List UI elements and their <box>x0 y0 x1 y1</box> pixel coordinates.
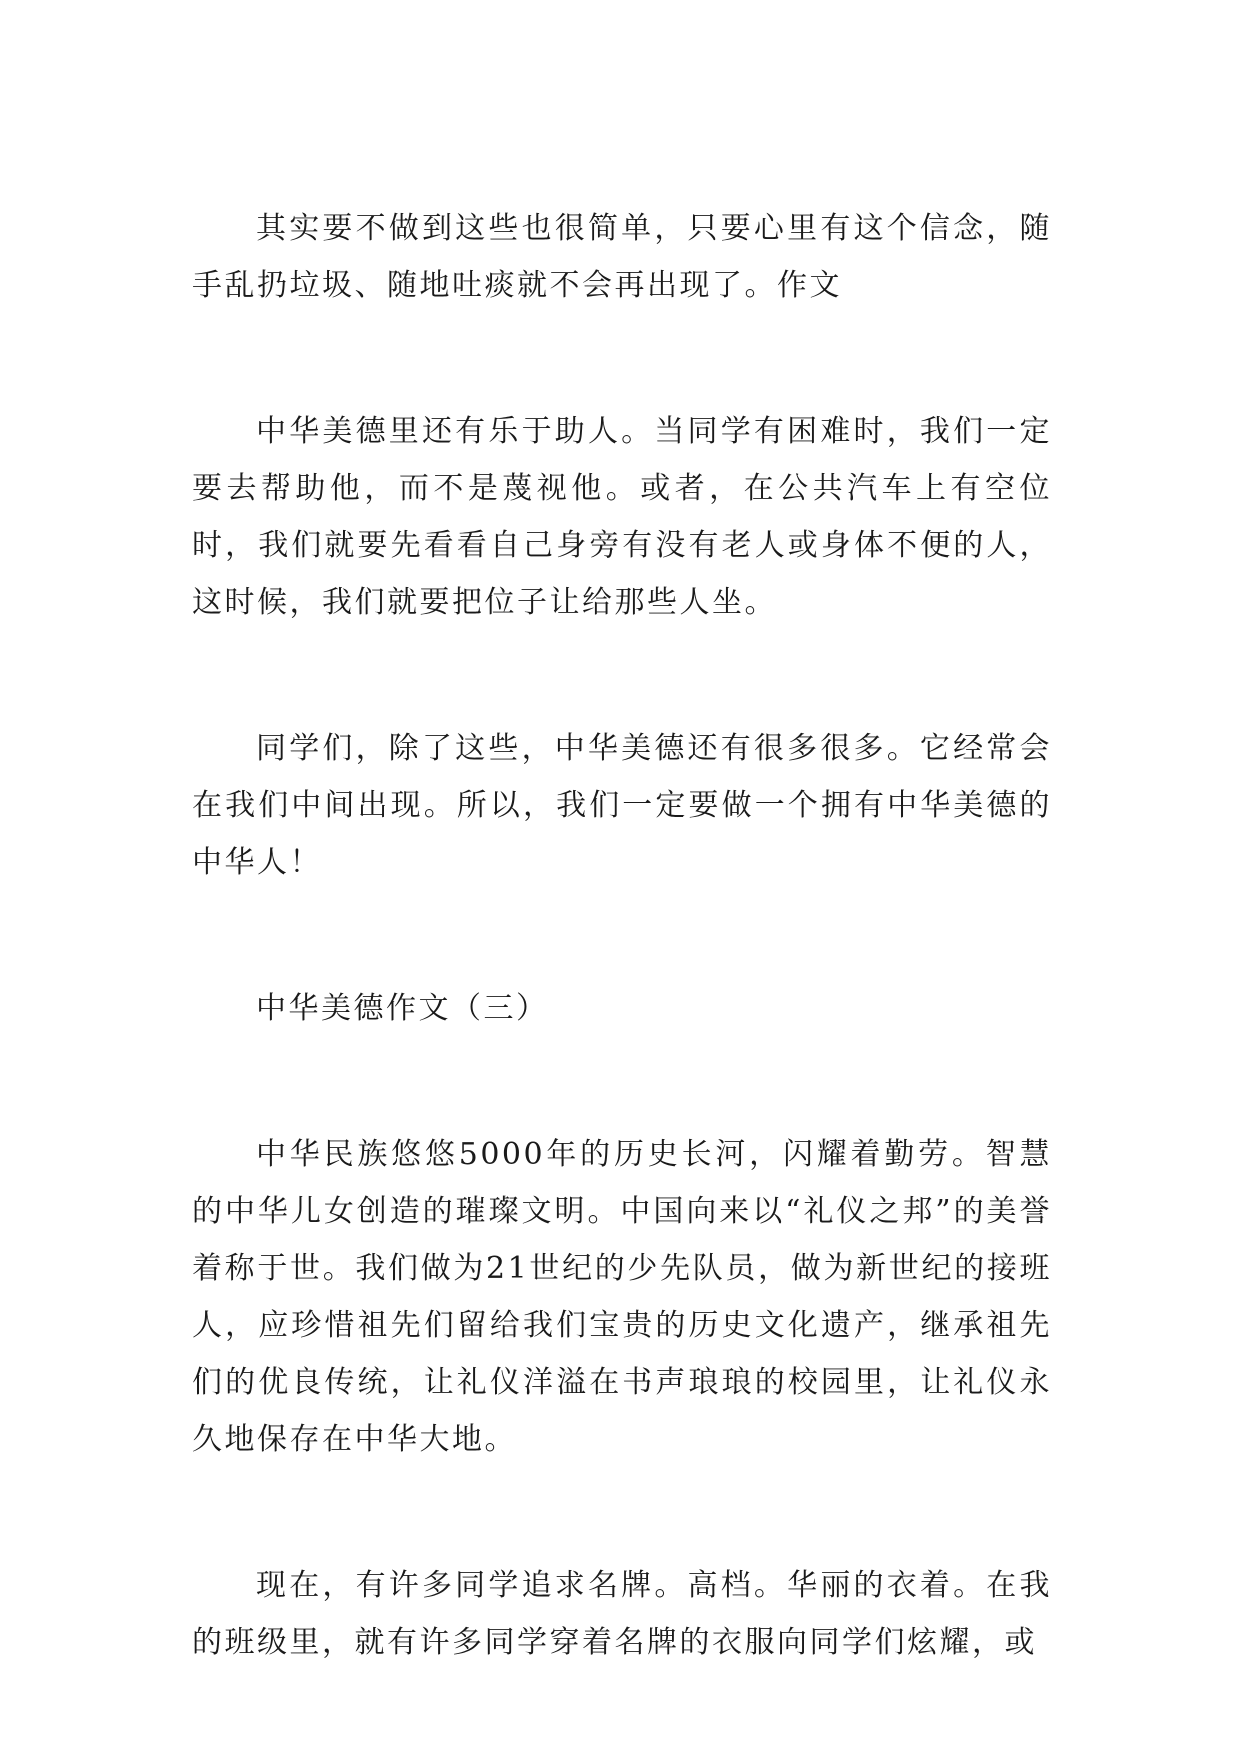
document-body <box>192 200 1052 1671</box>
paragraph: 中华民族悠悠5000年的历史长河，闪耀着勤劳。智慧的中华儿女创造的璀璨文明。中国向来以“礼仪之邦”的美誉着称于世。我们做为21世纪的少先队员，做为新世纪的接班人，应珍惜祖先们留给我们宝贵的历史文化遗产，继承祖先们的优良传统，让礼仪洋溢在书声琅琅的校园里，让礼仪永久地保存在中华大地。 <box>192 1137 1052 1457</box>
paragraph: 其实要不做到这些也很简单，只要心里有这个信念，随手乱扔垃圾、随地吐痰就不会再出现了。作文 <box>192 211 1052 303</box>
section-heading: 中华美德作文（三） <box>256 991 549 1026</box>
paragraph: 现在，有许多同学追求名牌。高档。华丽的衣着。在我的班级里，就有许多同学穿着名牌的衣服向同学们炫耀，或 <box>192 1568 1052 1660</box>
paragraph: 同学们，除了这些，中华美德还有很多很多。它经常会在我们中间出现。所以，我们一定要做一个拥有中华美德的中华人！ <box>192 731 1052 880</box>
paragraph: 中华美德里还有乐于助人。当同学有困难时，我们一定要去帮助他，而不是蔑视他。或者，在公共汽车上有空位时，我们就要先看看自己身旁有没有老人或身体不便的人，这时候，我们就要把位子让给那些人坐。 <box>192 414 1052 620</box>
